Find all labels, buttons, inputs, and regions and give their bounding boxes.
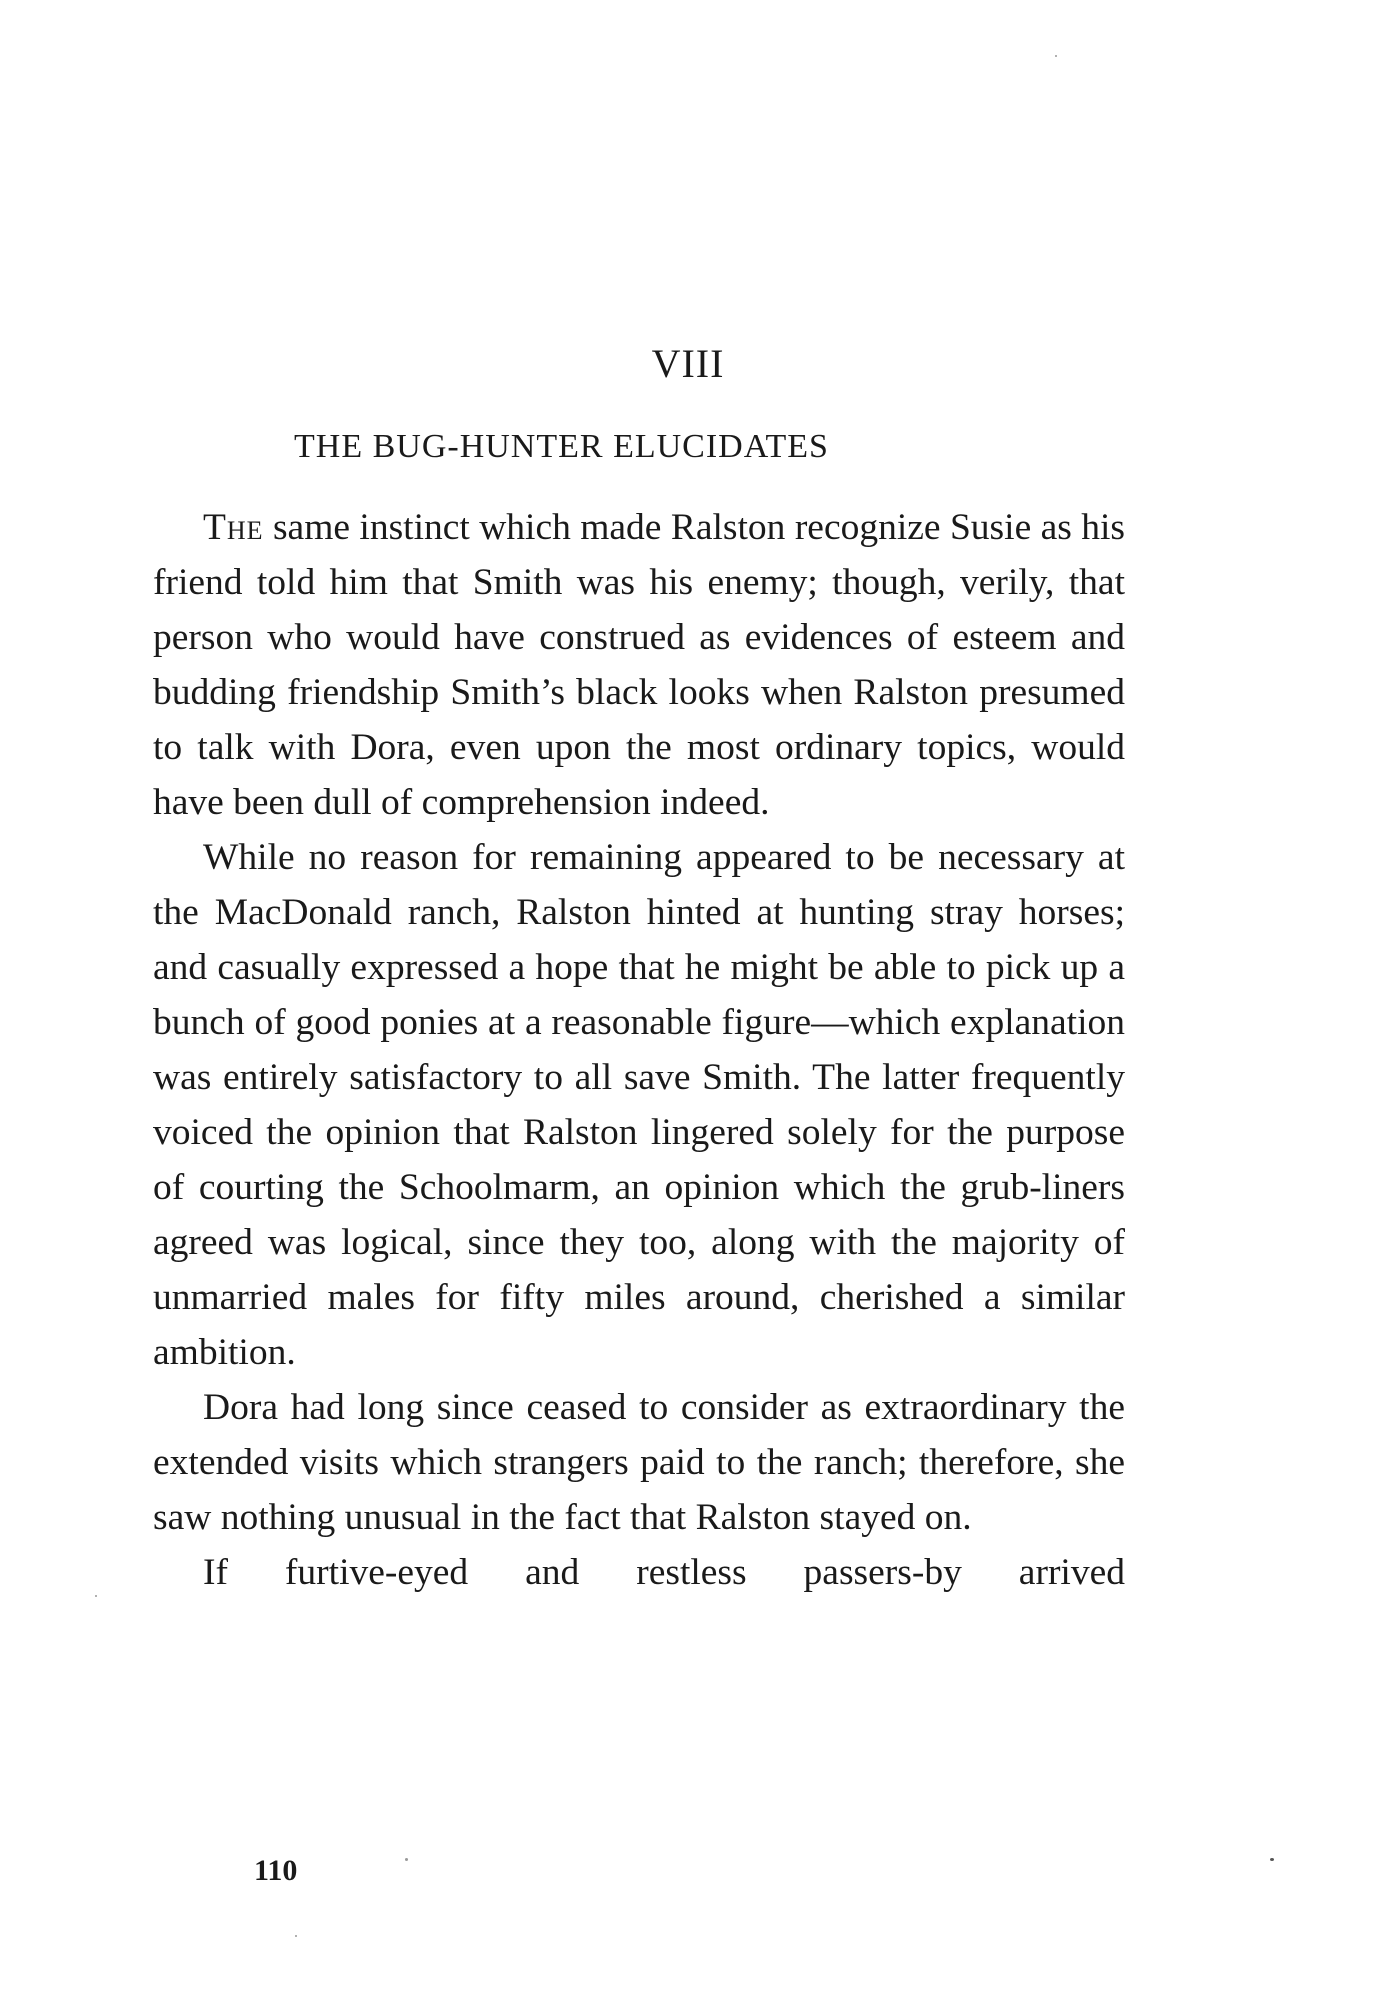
paper-speck (405, 1858, 408, 1861)
paper-speck (1055, 55, 1057, 57)
chapter-number: VIII (651, 341, 725, 386)
paragraph-lead-in: The (203, 507, 264, 548)
paragraph-2: While no reason for remaining appeared to be necessary at the MacDonald ranch, Ralston hinted at hunting stray horses; and casually expressed a hope that he might be able to pick up a bunch of good ponies at a reasonable figure—which explanation was entirely satisfactory to all save Smith. The latter frequently voiced the opinion that Ralston lingered solely for the purpose of courting the Schoolmarm, an opinion which the grub-liners agreed was logical, since they too, along with the majority of unmarried males for fifty miles around, cherished a similar ambition. (153, 837, 1125, 1373)
paragraph-3: Dora had long since ceased to consider as extraordinary the extended visits which strangers paid to the ranch; therefore, she saw nothing unusual in the fact that Ralston stayed on. (153, 1387, 1125, 1538)
body-text (153, 500, 1125, 1600)
paragraph-1 (153, 500, 1125, 830)
chapter-title: THE BUG-HUNTER ELUCIDATES (294, 428, 829, 465)
page-number: 110 (254, 1854, 298, 1887)
paragraph-4: If furtive-eyed and restless passers-by arrived (203, 1552, 1125, 1593)
paper-speck (1270, 1858, 1274, 1861)
paper-speck (95, 1595, 97, 1597)
paper-speck (295, 1935, 297, 1937)
paragraph-text: same instinct which made Ralston recognize Susie as his friend told him that Smith was his enemy; though, verily, that person who would have construed as evidences of esteem and budding friendship Smith’s black looks when Ralston presumed to talk with Dora, even upon the most ordinary topics, would have been dull of comprehension indeed. (153, 507, 1125, 823)
